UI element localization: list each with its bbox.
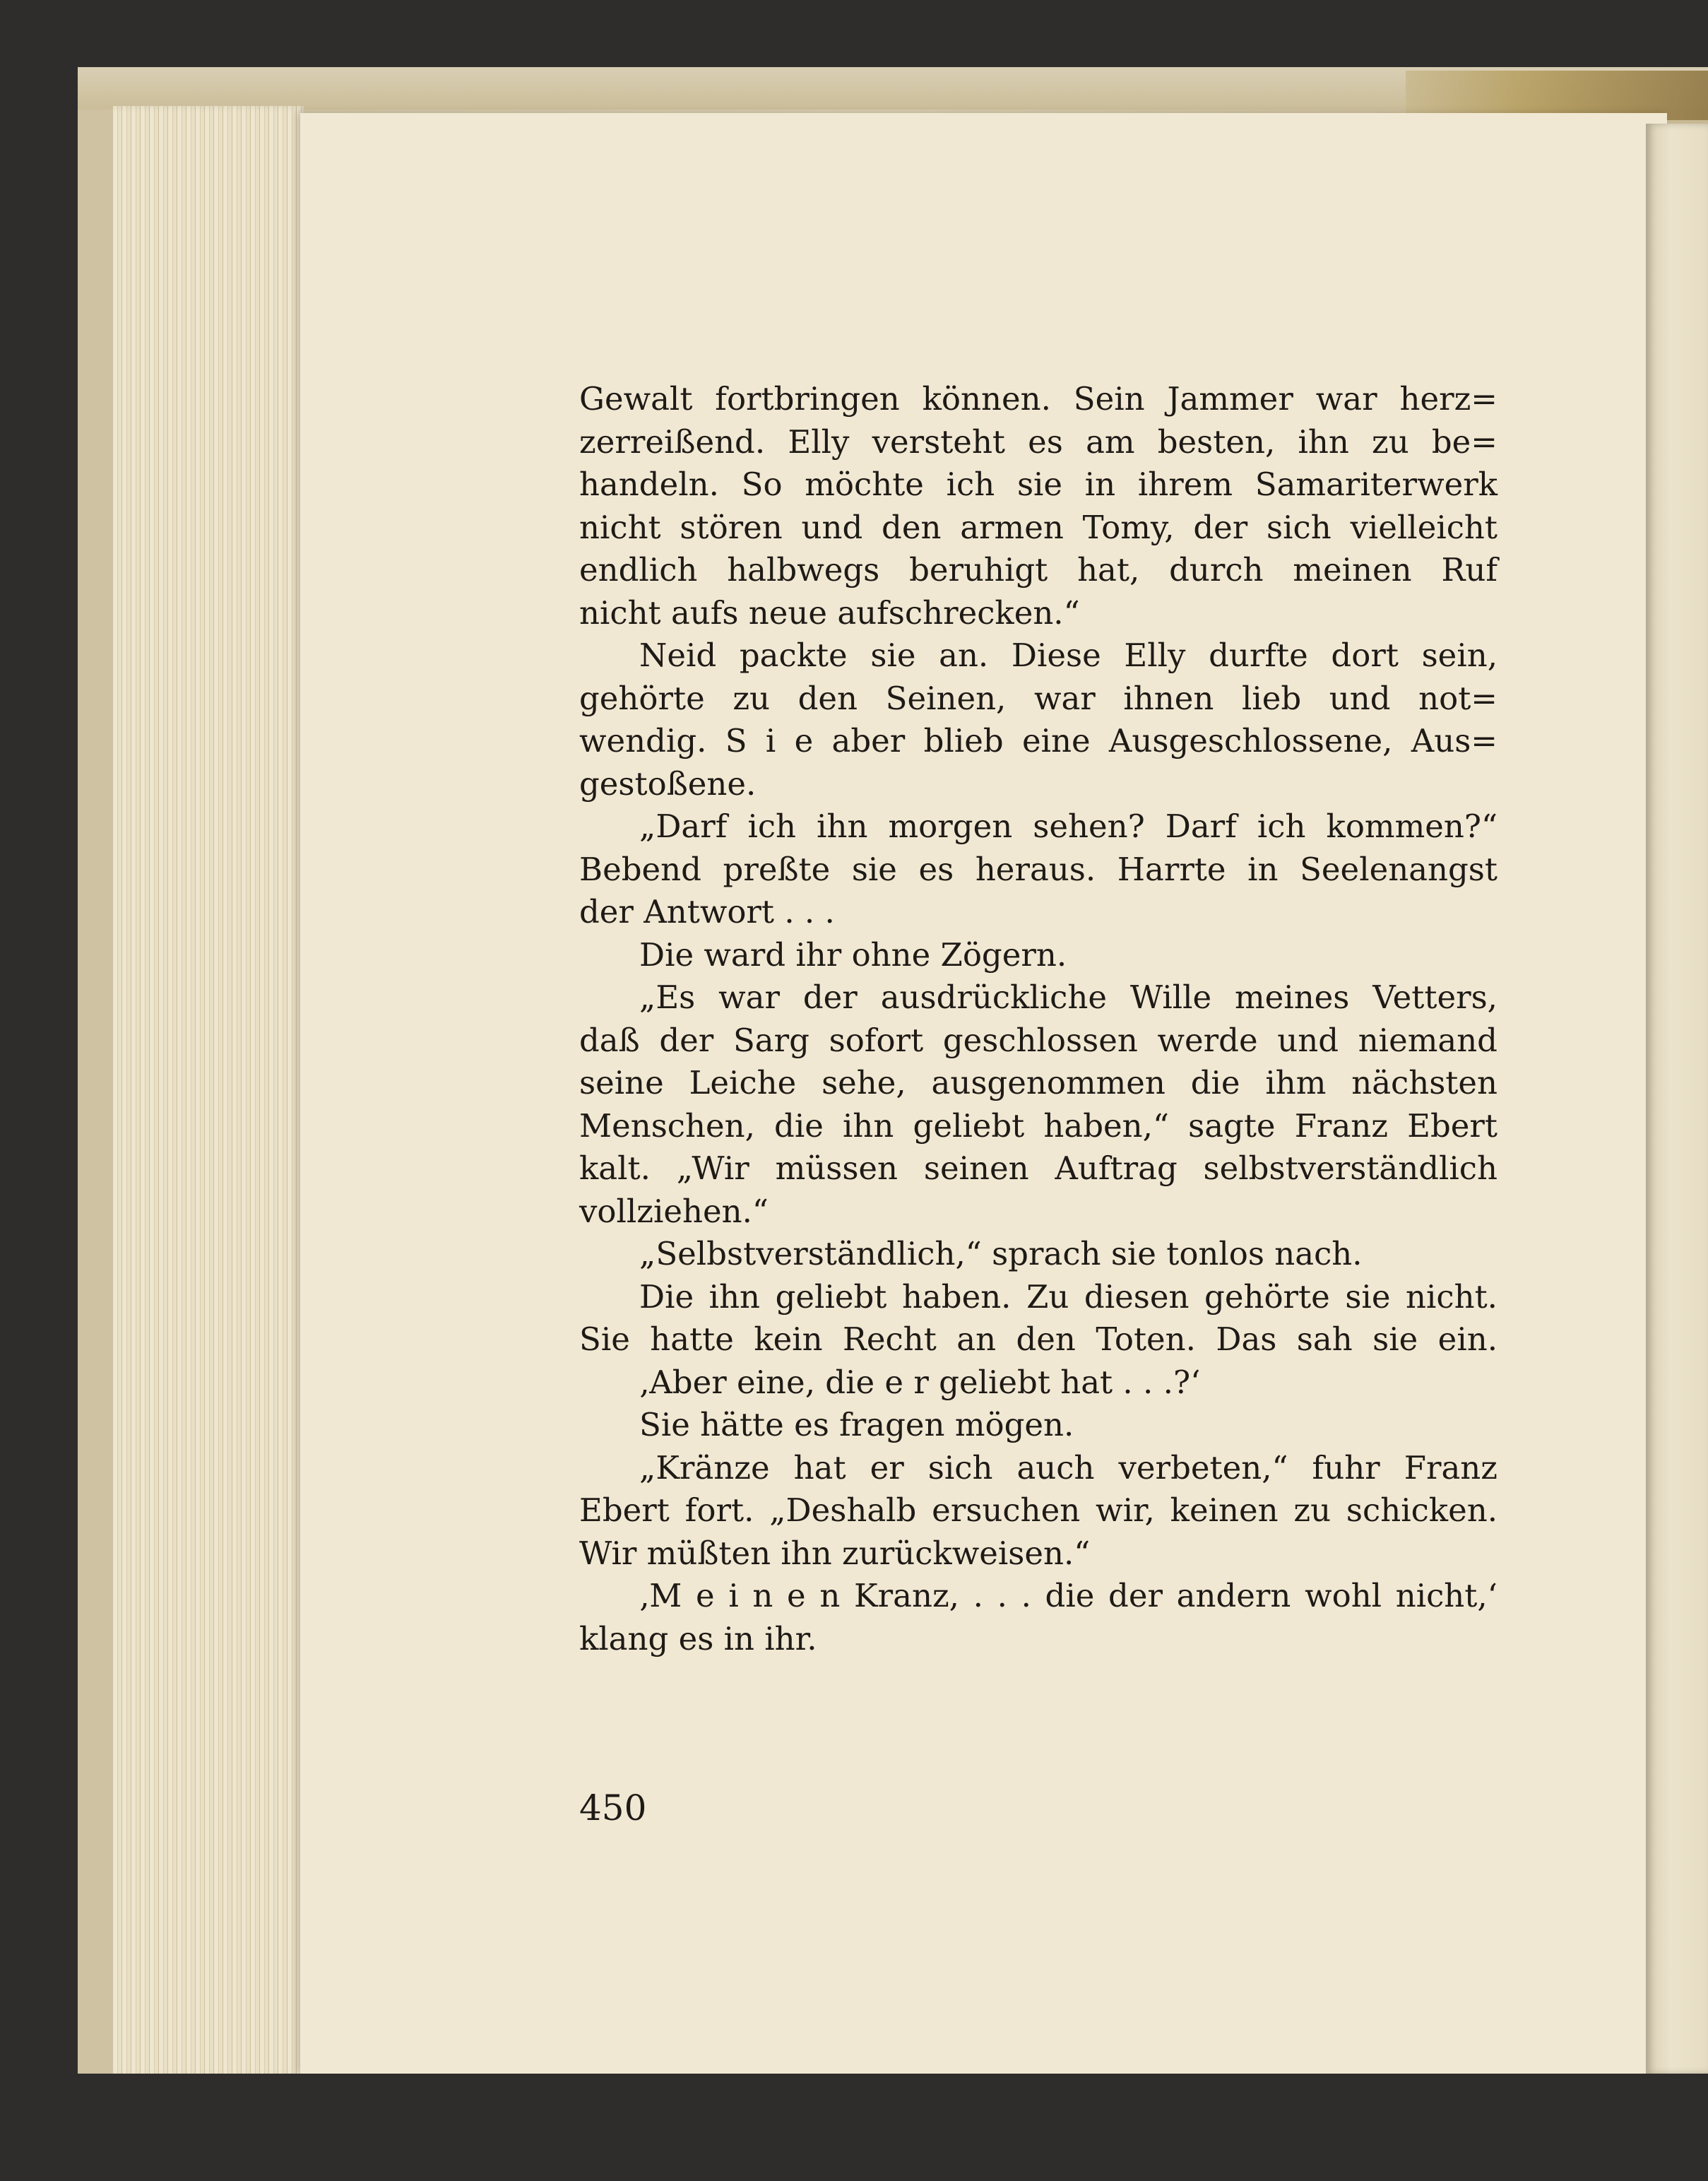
text-line: ‚Aber eine, die e r geliebt hat . . .?‘	[639, 1363, 1201, 1401]
text-line: Menschen, die ihn geliebt haben,“ sagte Franz Ebert	[579, 1106, 1498, 1145]
text-line: Ebert fort. „Deshalb ersuchen wir, keinen zu schicken.	[579, 1491, 1498, 1529]
text-line: handeln. So möchte ich sie in ihrem Samariterwerk	[579, 466, 1498, 503]
text-line: gehörte zu den Seinen, war ihnen lieb und not=	[579, 679, 1498, 717]
text-line: daß der Sarg sofort geschlossen werde und niemand	[579, 1021, 1498, 1059]
text-line: der Antwort . . .	[579, 893, 835, 930]
text-line: wendig. S i e aber blieb eine Ausgeschlossene, Aus=	[579, 722, 1498, 759]
text-line: Die ihn geliebt haben. Zu diesen gehörte sie nicht.	[639, 1277, 1498, 1316]
background	[0, 2074, 1708, 2181]
page-number: 450	[579, 1787, 647, 1828]
text-line: Bebend preßte sie es heraus. Harrte in Seelenangst	[579, 850, 1498, 888]
text-line: Sie hatte kein Recht an den Toten. Das sah sie ein.	[579, 1320, 1498, 1358]
text-line: vollziehen.“	[579, 1192, 769, 1230]
text-line: ‚M e i n e n Kranz, . . . die der andern wohl nicht,‘	[639, 1577, 1498, 1614]
text-line: „Kränze hat er sich auch verbeten,“ fuhr Franz	[639, 1448, 1498, 1486]
text-line: gestoßene.	[579, 764, 757, 803]
page-text	[579, 378, 1498, 1660]
next-page-edge	[1646, 124, 1708, 2074]
text-line: Neid packte sie an. Diese Elly durfte dort sein,	[639, 637, 1498, 674]
text-line: kalt. „Wir müssen seinen Auftrag selbstverständlich	[579, 1149, 1498, 1187]
text-line: „Es war der ausdrückliche Wille meines Vetters,	[639, 979, 1498, 1016]
text-line: nicht stören und den armen Tomy, der sich vielleicht	[579, 508, 1498, 546]
text-line: nicht aufs neue aufschrecken.“	[579, 593, 1080, 632]
text-line: „Selbstverständlich,“ sprach sie tonlos nach.	[639, 1235, 1363, 1272]
text-line: „Darf ich ihn morgen sehen? Darf ich kommen?“	[639, 808, 1498, 845]
text-line: Sie hätte es fragen mögen.	[639, 1406, 1074, 1443]
text-line: Gewalt fortbringen können. Sein Jammer war herz=	[579, 380, 1498, 418]
text-line: Wir müßten ihn zurückweisen.“	[579, 1534, 1091, 1572]
page-edges	[113, 106, 304, 2077]
text-line: klang es in ihr.	[579, 1619, 817, 1657]
text-line: zerreißend. Elly versteht es am besten, ihn zu be=	[579, 422, 1498, 461]
text-line: seine Leiche sehe, ausgenommen die ihm nächsten	[579, 1064, 1498, 1101]
text-line: endlich halbwegs beruhigt hat, durch meinen Ruf	[579, 551, 1498, 589]
text-line: Die ward ihr ohne Zögern.	[639, 935, 1067, 974]
